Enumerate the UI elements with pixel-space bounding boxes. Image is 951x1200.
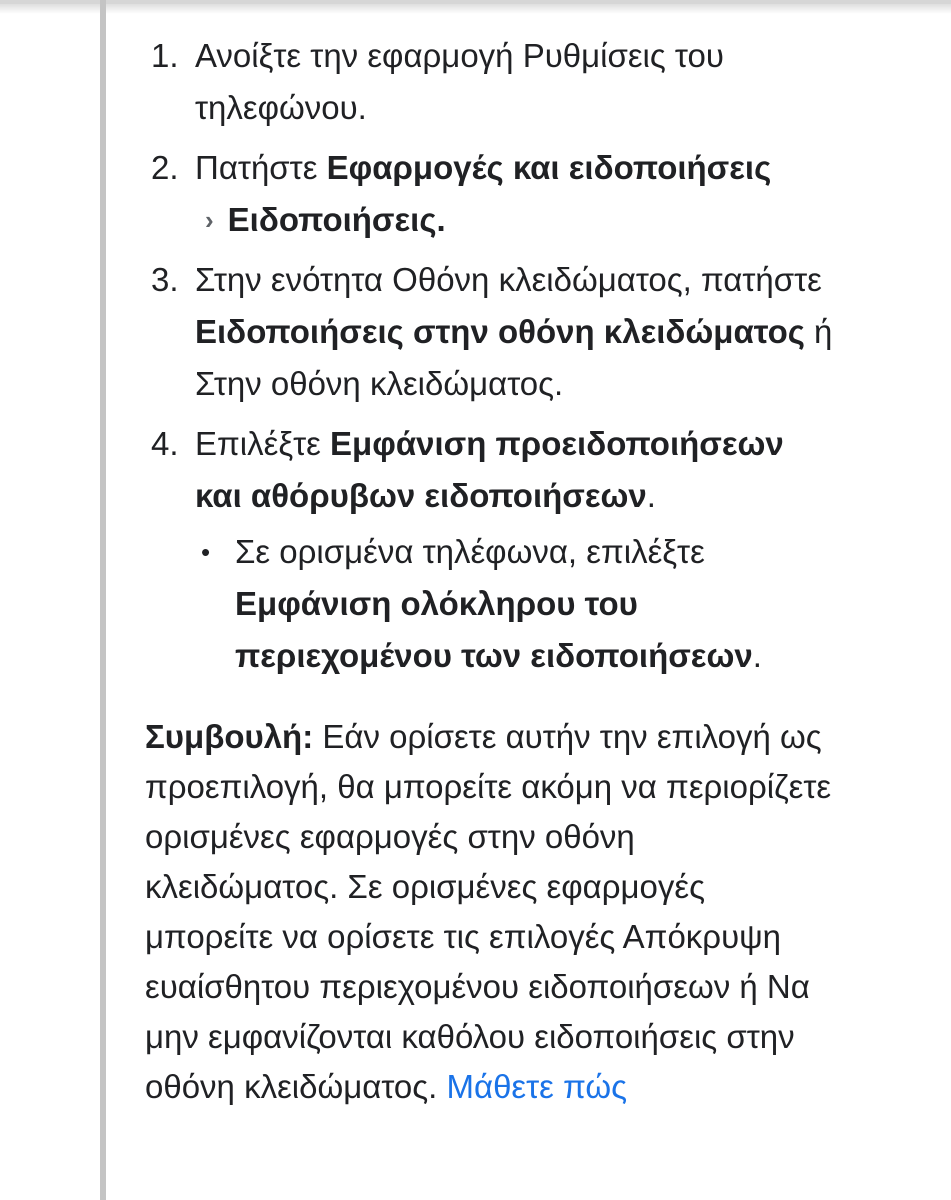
bullet-icon: • <box>201 537 211 567</box>
sub-bullet-item <box>195 526 835 682</box>
sub-bullet-pre: Σε ορισμένα τηλέφωνα, επιλέξτε <box>235 533 705 570</box>
step-bold-submenu: Ειδοποιήσεις <box>227 201 437 238</box>
step-2 <box>145 142 835 246</box>
header-edge <box>0 0 951 4</box>
step-4 <box>145 418 835 682</box>
step-text-post: . <box>436 201 446 238</box>
chevron-right-icon: › <box>205 205 214 235</box>
nav-path <box>195 194 835 246</box>
step-text-pre: Στην ενότητα Οθόνη κλειδώματος, πατήστε <box>195 261 822 298</box>
learn-how-link[interactable]: Μάθετε πώς <box>446 1068 628 1105</box>
step-number: 4. <box>151 425 179 462</box>
sub-bullet-post: . <box>752 637 762 674</box>
step-number: 2. <box>151 149 179 186</box>
step-number: 3. <box>151 261 179 298</box>
step-3 <box>145 254 835 410</box>
step-bold-menu: Εφαρμογές και ειδοποιήσεις <box>326 149 772 186</box>
sub-bullet-list <box>195 526 835 682</box>
step-text-post: ή Στην οθόνη κλειδώματος. <box>195 313 833 402</box>
tip-label: Συμβουλή: <box>145 718 314 755</box>
quote-rule <box>100 0 106 1200</box>
step-number: 1. <box>151 37 179 74</box>
step-1 <box>145 30 835 134</box>
step-bold-option: Ειδοποιήσεις στην οθόνη κλειδώματος <box>195 313 805 350</box>
tip-paragraph <box>145 712 835 1112</box>
step-text-pre: Επιλέξτε <box>195 425 331 462</box>
step-bold-option: Εμφάνιση προειδοποιήσεων και αθόρυβων ειδοποιήσεων <box>195 425 784 514</box>
tip-text: Εάν ορίσετε αυτήν την επιλογή ως προεπιλογή, θα μπορείτε ακόμη να περιορίζετε ορισμένες εφαρμογές στην οθόνη κλειδώματος. Σε ορισμένες εφαρμογές μπορείτε να ορίσετε τις επιλογές Απόκρυψη ευαίσθητου περιεχομένου ειδοποιήσεων ή Να μην εμφανίζονται καθόλου ειδοποιήσεις στην οθόνη κλειδώματος. <box>145 718 832 1105</box>
steps-list <box>145 30 835 682</box>
step-text-post: . <box>646 477 656 514</box>
step-text: Ανοίξτε την εφαρμογή Ρυθμίσεις του τηλεφώνου. <box>195 37 724 126</box>
step-text-pre: Πατήστε <box>195 149 327 186</box>
sub-bullet-bold: Εμφάνιση ολόκληρου του περιεχομένου των ειδοποιήσεων <box>235 585 753 674</box>
instructions-content <box>145 30 835 1145</box>
